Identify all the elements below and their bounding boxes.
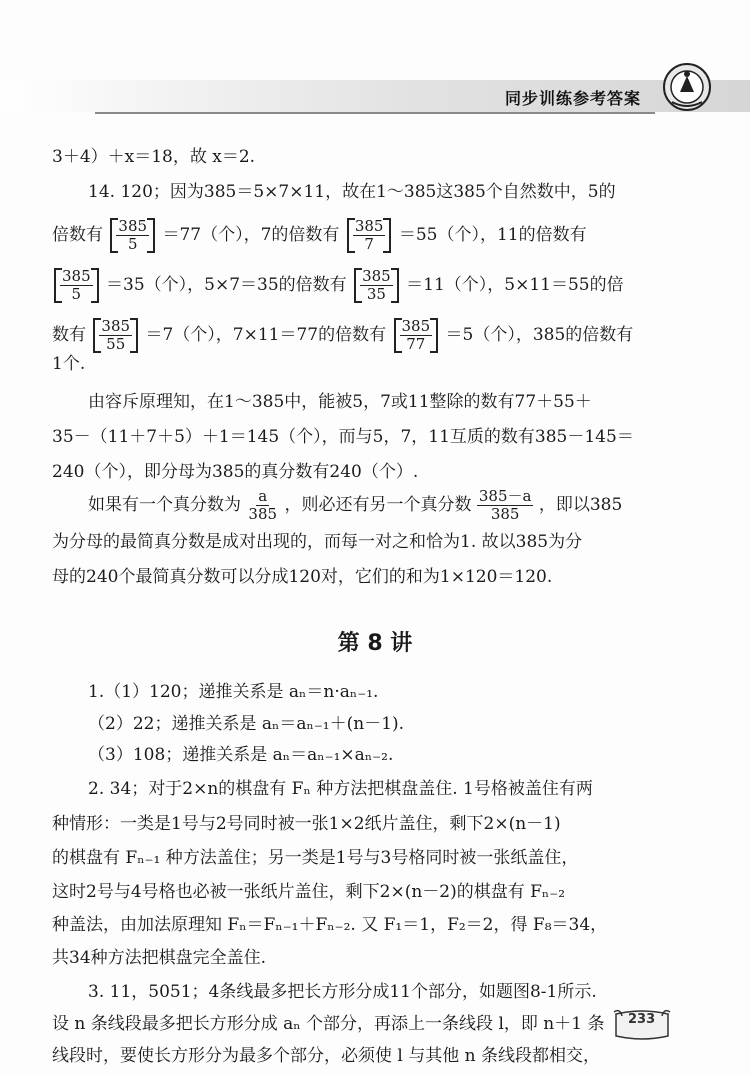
text-line: 3. 11，5051；4条线最多把长方形分成11个部分，如题图8-1所示. <box>88 982 597 1002</box>
fraction: $\frac{a}{385}$ <box>248 487 278 523</box>
floor-bracket <box>347 218 392 253</box>
text-line-with-fractions <box>52 217 692 253</box>
floor-bracket <box>54 268 99 303</box>
text-line: 设 n 条线段最多把长方形分成 aₙ 个部分，再添上一条线段 l，即 n＋1 条 <box>52 1014 605 1034</box>
text-line: 2. 34；对于2×n的棋盘有 Fₙ 种方法把棋盘盖住. 1号格被盖住有两 <box>88 779 593 799</box>
floor-bracket <box>394 318 439 353</box>
fraction: $\frac{385}{5}$ <box>62 267 91 303</box>
text-segment: ，则必还有另一个真分数 <box>284 495 472 515</box>
text-line-with-fractions <box>52 317 692 353</box>
text-line: 3＋4）＋x＝18，故 x＝2. <box>52 147 256 167</box>
text-line: 35－（11＋7＋5）＋1＝145（个），而与5，7，11互质的数有385－145＝ <box>52 427 634 447</box>
floor-bracket <box>93 318 138 353</box>
text-line-with-fractions <box>52 267 692 303</box>
fraction: $\frac{385}{5}$ <box>118 217 148 253</box>
text-line: 为分母的最简真分数是成对出现的，而每一对之和恰为1. 故以385为分 <box>52 532 583 552</box>
text-line: 线段时，要使长方形分为最多个部分，必须使 l 与其他 n 条线段都相交， <box>52 1046 600 1066</box>
text-segment: ＝55（个），11的倍数有 <box>398 225 587 245</box>
fraction: $\frac{385}{77}$ <box>401 317 431 353</box>
text-segment: ＝11（个），5×11＝55的倍 <box>406 275 624 295</box>
text-line: 由容斥原理知，在1～385中，能被5，7或11整除的数有77＋55＋ <box>88 392 592 412</box>
fraction: $\frac{385}{35}$ <box>362 267 391 303</box>
floor-bracket <box>110 218 155 253</box>
text-segment: ＝35（个），5×7＝35的倍数有 <box>106 275 347 295</box>
text-line: 240（个），即分母为385的真分数有240（个）. <box>52 462 419 482</box>
text-line-with-fractions <box>88 488 728 522</box>
fraction: $\frac{385-a}{385}$ <box>478 487 532 523</box>
text-line: （2）22；递推关系是 aₙ＝aₙ₋₁＋(n－1). <box>88 714 405 734</box>
header-title: 同步训练参考答案 <box>505 89 642 108</box>
fraction: $\frac{385}{55}$ <box>101 317 131 353</box>
page-number: 233 <box>628 1012 656 1027</box>
text-line: 的棋盘有 Fₙ₋₁ 种方法盖住；另一类是1号与3号格同时被一张纸盖住， <box>52 848 579 868</box>
text-line: （3）108；递推关系是 aₙ＝aₙ₋₁×aₙ₋₂. <box>88 745 394 765</box>
text-line: 1.（1）120；递推关系是 aₙ＝n·aₙ₋₁. <box>88 682 379 702</box>
text-segment: ＝77（个），7的倍数有 <box>162 225 340 245</box>
text-segment: ＝7（个），7×11＝77的倍数有 <box>145 325 387 345</box>
text-segment: 如果有一个真分数为 <box>88 495 241 515</box>
text-line: 种盖法，由加法原理知 Fₙ＝Fₙ₋₁＋Fₙ₋₂. 又 F₁＝1，F₂＝2，得 F₈＝34， <box>52 915 608 935</box>
text-line: 1个. <box>52 354 86 374</box>
text-line: 种情形：一类是1号与2号同时被一张1×2纸片盖住，剩下2×(n－1) <box>52 814 561 834</box>
text-line: 共34种方法把棋盘完全盖住. <box>52 948 267 968</box>
text-segment: ，即以385 <box>538 495 623 515</box>
text-line: 母的240个最简真分数可以分成120对，它们的和为1×120＝120. <box>52 567 553 587</box>
text-line: 14. 120；因为385＝5×7×11，故在1～385这385个自然数中，5的 <box>88 182 616 202</box>
text-segment: 倍数有 <box>52 225 103 245</box>
text-segment: ＝5（个），385的倍数有 <box>445 325 634 345</box>
text-line: 这时2号与4号格也必被一张纸片盖住，剩下2×(n－2)的棋盘有 Fₙ₋₂ <box>52 882 566 902</box>
floor-bracket <box>354 268 399 303</box>
fraction: $\frac{385}{7}$ <box>354 217 384 253</box>
section-heading: 第 8 讲 <box>337 631 413 656</box>
text-segment: 数有 <box>52 325 86 345</box>
